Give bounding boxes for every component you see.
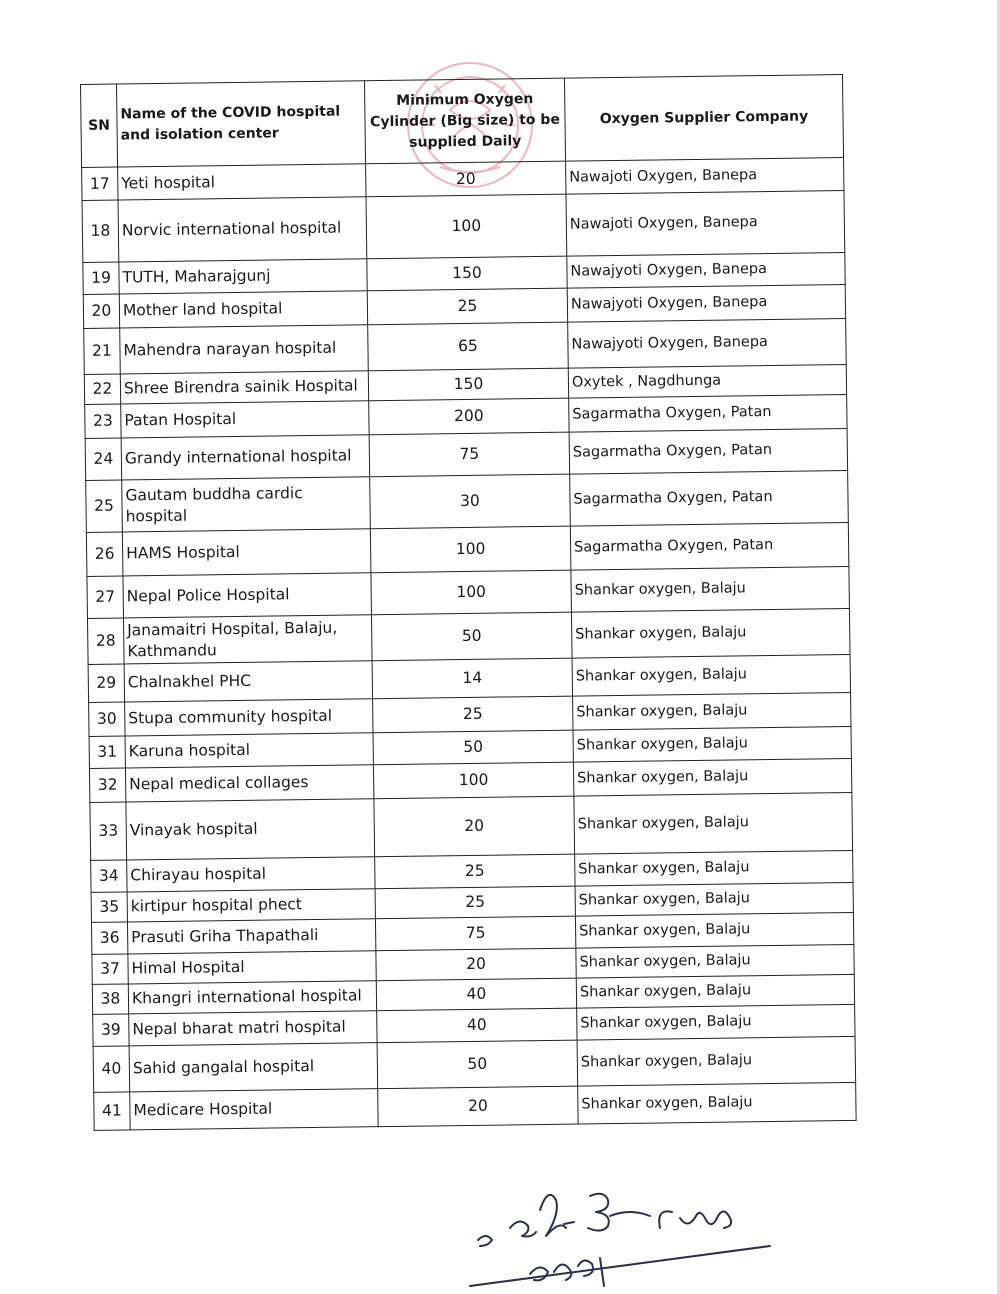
row-supplier-cell: Sagarmatha Oxygen, Patan: [570, 470, 849, 526]
row-supplier-cell: Shankar oxygen, Balaju: [573, 758, 851, 796]
row-hospital-name-cell: Vinayak hospital: [126, 799, 375, 860]
row-min-cylinders-cell: 20: [378, 1086, 578, 1127]
row-hospital-name-cell: TUTH, Maharajgunj: [119, 259, 367, 294]
row-hospital-name-cell: Grandy international hospital: [121, 435, 370, 480]
header-oxygen-supplier: Oxygen Supplier Company: [564, 75, 843, 162]
row-supplier-cell: Shankar oxygen, Balaju: [573, 726, 851, 762]
row-supplier-cell: Shankar oxygen, Balaju: [577, 1004, 855, 1040]
row-sn-cell: 20: [83, 294, 119, 328]
row-hospital-name-cell: Sahid gangalal hospital: [129, 1043, 378, 1092]
row-sn-cell: 31: [89, 736, 125, 768]
row-hospital-name-cell: Chalnakhel PHC: [124, 661, 372, 702]
row-supplier-cell: Shankar oxygen, Balaju: [575, 882, 853, 916]
row-min-cylinders-cell: 150: [367, 256, 567, 291]
row-hospital-name-cell: Himal Hospital: [128, 951, 376, 984]
row-hospital-name-cell: kirtipur hospital phect: [127, 889, 375, 922]
row-min-cylinders-cell: 20: [376, 948, 576, 981]
row-sn-cell: 41: [94, 1092, 130, 1130]
table-header-row: [81, 75, 844, 168]
row-hospital-name-cell: Nepal medical collages: [125, 765, 373, 802]
row-supplier-cell: Nawajoti Oxygen, Banepa: [566, 158, 844, 195]
row-hospital-name-cell: Stupa community hospital: [125, 699, 373, 736]
row-min-cylinders-cell: 20: [374, 796, 575, 857]
row-supplier-cell: Shankar oxygen, Balaju: [576, 944, 854, 978]
oxygen-supply-table: [80, 74, 857, 1131]
row-min-cylinders-cell: 50: [373, 730, 573, 765]
row-hospital-name-cell: Patan Hospital: [121, 401, 369, 438]
row-supplier-cell: Sagarmatha Oxygen, Patan: [569, 394, 847, 432]
row-hospital-name-cell: Norvic international hospital: [118, 197, 367, 262]
oxygen-supply-table-container: [80, 74, 856, 1131]
row-min-cylinders-cell: 65: [368, 322, 569, 371]
row-min-cylinders-cell: 25: [373, 696, 573, 733]
row-supplier-cell: Nawajoti Oxygen, Banepa: [566, 191, 845, 257]
row-sn-cell: 35: [91, 892, 127, 922]
row-sn-cell: 39: [93, 1014, 129, 1046]
row-sn-cell: 28: [87, 618, 124, 664]
row-min-cylinders-cell: 200: [369, 398, 569, 435]
row-hospital-name-cell: Shree Birendra sainik Hospital: [120, 371, 368, 404]
row-sn-cell: 33: [90, 802, 127, 860]
row-sn-cell: 40: [93, 1046, 130, 1092]
row-supplier-cell: Shankar oxygen, Balaju: [572, 654, 850, 696]
row-min-cylinders-cell: 50: [371, 612, 572, 661]
row-sn-cell: 25: [86, 480, 123, 532]
row-supplier-cell: Shankar oxygen, Balaju: [573, 692, 851, 730]
row-hospital-name-cell: Chirayau hospital: [127, 857, 375, 892]
row-min-cylinders-cell: 30: [370, 474, 571, 529]
row-min-cylinders-cell: 75: [375, 916, 575, 951]
row-sn-cell: 21: [84, 328, 121, 374]
row-hospital-name-cell: Nepal Police Hospital: [123, 573, 372, 618]
row-min-cylinders-cell: 75: [369, 432, 570, 477]
row-supplier-cell: Sagarmatha Oxygen, Patan: [570, 522, 849, 570]
row-hospital-name-cell: Janamaitri Hospital, Balaju, Kathmandu: [123, 615, 372, 664]
row-supplier-cell: Shankar oxygen, Balaju: [577, 1036, 856, 1086]
table-row: [90, 792, 853, 860]
row-supplier-cell: Shankar oxygen, Balaju: [576, 974, 854, 1008]
row-sn-cell: 37: [92, 954, 128, 984]
row-sn-cell: 22: [84, 374, 120, 404]
row-sn-cell: 19: [83, 262, 119, 294]
row-sn-cell: 36: [91, 922, 127, 954]
row-min-cylinders-cell: 100: [370, 526, 571, 573]
row-hospital-name-cell: Medicare Hospital: [130, 1089, 378, 1130]
row-sn-cell: 29: [88, 664, 124, 702]
header-sn: SN: [81, 84, 118, 167]
row-supplier-cell: Nawajyoti Oxygen, Banepa: [567, 253, 845, 289]
row-min-cylinders-cell: 40: [376, 978, 576, 1011]
row-sn-cell: 26: [86, 532, 123, 576]
row-hospital-name-cell: Yeti hospital: [118, 164, 366, 200]
row-supplier-cell: Shankar oxygen, Balaju: [574, 792, 853, 854]
row-supplier-cell: Shankar oxygen, Balaju: [575, 912, 853, 948]
row-hospital-name-cell: Mahendra narayan hospital: [120, 325, 369, 374]
row-min-cylinders-cell: 150: [368, 368, 568, 401]
table-row: [82, 191, 845, 263]
header-min-oxygen-cylinder: Minimum Oxygen Cylinder (Big size) to be supplied Daily: [364, 78, 565, 164]
row-hospital-name-cell: Karuna hospital: [125, 733, 373, 768]
row-min-cylinders-cell: 50: [377, 1040, 578, 1089]
row-min-cylinders-cell: 25: [367, 288, 567, 325]
row-hospital-name-cell: Gautam buddha cardic hospital: [122, 477, 371, 532]
row-min-cylinders-cell: 25: [375, 854, 575, 889]
row-hospital-name-cell: Nepal bharat matri hospital: [129, 1011, 377, 1046]
row-supplier-cell: Shankar oxygen, Balaju: [575, 850, 853, 886]
row-min-cylinders-cell: 100: [371, 570, 572, 615]
row-min-cylinders-cell: 100: [366, 194, 567, 259]
row-supplier-cell: Shankar oxygen, Balaju: [571, 608, 850, 658]
row-min-cylinders-cell: 25: [375, 886, 575, 919]
row-supplier-cell: Shankar oxygen, Balaju: [578, 1082, 856, 1124]
row-sn-cell: 30: [89, 702, 125, 736]
row-sn-cell: 27: [87, 576, 124, 618]
row-sn-cell: 17: [82, 167, 118, 200]
header-hospital-name: Name of the COVID hospital and isolation center: [117, 81, 366, 167]
row-supplier-cell: Nawajyoti Oxygen, Banepa: [567, 285, 845, 323]
row-sn-cell: 32: [89, 768, 125, 802]
row-hospital-name-cell: Khangri international hospital: [128, 981, 376, 1014]
handwritten-signature: [460, 1178, 780, 1294]
row-sn-cell: 38: [92, 984, 128, 1014]
row-hospital-name-cell: Mother land hospital: [119, 291, 367, 328]
row-min-cylinders-cell: 100: [373, 762, 573, 799]
row-sn-cell: 18: [82, 200, 119, 262]
row-min-cylinders-cell: 20: [366, 161, 566, 197]
row-hospital-name-cell: Prasuti Griha Thapathali: [127, 919, 375, 954]
row-supplier-cell: Oxytek , Nagdhunga: [568, 364, 846, 398]
row-supplier-cell: Shankar oxygen, Balaju: [571, 566, 850, 612]
row-min-cylinders-cell: 40: [377, 1008, 577, 1043]
row-sn-cell: 24: [85, 438, 122, 480]
row-min-cylinders-cell: 14: [372, 658, 572, 699]
row-sn-cell: 34: [91, 860, 127, 892]
row-sn-cell: 23: [85, 404, 121, 438]
row-supplier-cell: Sagarmatha Oxygen, Patan: [569, 428, 848, 474]
row-supplier-cell: Nawajyoti Oxygen, Banepa: [568, 318, 847, 368]
row-hospital-name-cell: HAMS Hospital: [122, 529, 371, 576]
